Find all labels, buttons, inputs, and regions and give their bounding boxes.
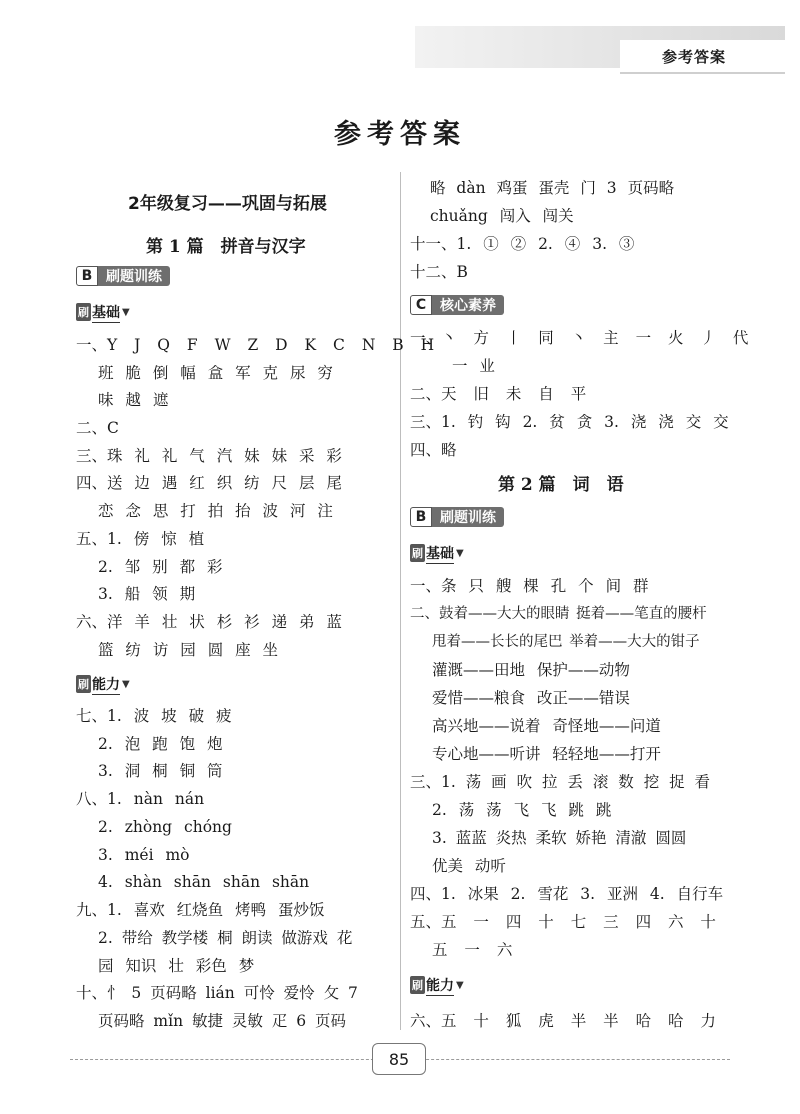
triangle-down-icon: ▼ [122, 306, 130, 318]
answer-line: 优美 动听 [432, 857, 506, 875]
banner-label: 刷题训练 [98, 266, 170, 286]
answer-line: 一 业 [452, 357, 495, 375]
answer-line: 2. 荡 荡 飞 飞 跳 跳 [432, 801, 612, 819]
answer-line: 一、丶 方 丨 同 丶 主 一 火 丿 代 [410, 329, 749, 347]
answer-line: 3. méi mò [98, 846, 190, 864]
answer-line: 4. shàn shān shān shān [98, 873, 310, 891]
answer-line: 3. 船 领 期 [98, 585, 196, 603]
answer-line: 班 脆 倒 幅 盒 军 克 尿 穷 [98, 364, 333, 382]
triangle-down-icon: ▼ [456, 979, 464, 991]
answer-line: 略 dàn 鸡蛋 蛋壳 门 3 页码略 [430, 179, 675, 197]
answer-line: 恋 念 思 打 拍 抬 波 河 注 [98, 502, 333, 520]
subhead-name: 能力 [92, 674, 120, 695]
answer-line: 四、送 边 遇 红 织 纺 尺 层 尾 [76, 474, 342, 492]
banner-practice [410, 507, 504, 527]
banner-tag: C [410, 295, 432, 315]
answer-line: 三、珠 礼 礼 气 汽 妹 妹 采 彩 [76, 447, 342, 465]
banner-practice [76, 266, 170, 286]
answer-line: 五 一 六 [432, 941, 513, 959]
header-label: 参考答案 [662, 48, 727, 66]
answer-line: 七、1. 波 坡 破 疲 [76, 707, 232, 725]
answer-line: 三、1. 荡 画 吹 拉 丢 滚 数 挖 捉 看 [410, 773, 711, 791]
answer-line: chuǎng 闯入 闯关 [430, 207, 574, 225]
subhead-name: 基础 [426, 543, 454, 564]
answer-line: 五、五 一 四 十 七 三 四 六 十 [410, 913, 716, 931]
answer-line: 三、1. 钓 钩 2. 贫 贪 3. 浇 浇 交 交 [410, 413, 729, 431]
subhead-name: 能力 [426, 975, 454, 996]
answer-line: 五、1. 傍 惊 植 [76, 530, 205, 548]
answer-line: 专心地——听讲 轻轻地——打开 [432, 745, 661, 763]
chapter1-title: 第 1 篇 拼音与汉字 [146, 237, 306, 257]
subhead-basic [410, 543, 464, 563]
answer-line: 一、Y J Q F W Z D K C N B H [76, 336, 435, 354]
section-title: 2年级复习——巩固与拓展 [128, 194, 327, 214]
banner-label: 核心素养 [432, 295, 504, 315]
answer-line: 2. zhòng chóng [98, 818, 232, 836]
page-number: 85 [372, 1043, 426, 1075]
banner-core [410, 295, 504, 315]
answer-line: 二、C [76, 419, 119, 437]
answer-line: 灌溉——田地 保护——动物 [432, 661, 630, 679]
chapter2-title: 第 2 篇 词 语 [498, 475, 624, 495]
answer-line: 十二、B [410, 263, 468, 281]
answer-line: 九、1. 喜欢 红烧鱼 烤鸭 蛋炒饭 [76, 901, 325, 919]
answer-line: 六、洋 羊 壮 状 杉 衫 递 弟 蓝 [76, 613, 342, 631]
page-title: 参考答案 [334, 119, 466, 150]
subhead-basic [76, 302, 130, 322]
answer-line: 3. 蓝蓝 炎热 柔软 娇艳 清澈 圆圆 [432, 829, 687, 847]
answer-line: 甩着——长长的尾巴 举着——大大的钳子 [432, 634, 700, 650]
subhead-ability [76, 674, 130, 694]
answer-line: 十、忄 5 页码略 lián 可怜 爱怜 攵 7 [76, 984, 358, 1002]
shua-mark: 刷 [76, 303, 91, 321]
answer-line: 一、条 只 艘 棵 孔 个 间 群 [410, 577, 649, 595]
answer-line: 高兴地——说着 奇怪地——问道 [432, 717, 661, 735]
banner-tag: B [410, 507, 432, 527]
answer-line: 八、1. nàn nán [76, 790, 205, 808]
answer-line: 二、鼓着——大大的眼睛 挺着——笔直的腰杆 [410, 606, 707, 622]
shua-mark: 刷 [76, 675, 91, 693]
answer-line: 四、略 [410, 441, 457, 459]
triangle-down-icon: ▼ [122, 678, 130, 690]
answer-line: 二、天 旧 未 自 平 [410, 385, 587, 403]
answer-line: 十一、1. ① ② 2. ④ 3. ③ [410, 235, 635, 253]
column-divider [400, 172, 401, 1030]
triangle-down-icon: ▼ [456, 547, 464, 559]
banner-label: 刷题训练 [432, 507, 504, 527]
answer-line: 2. 带给 教学楼 桐 朗读 做游戏 花 [98, 929, 353, 947]
answer-line: 篮 纺 访 园 圆 座 坐 [98, 641, 279, 659]
banner-tag: B [76, 266, 98, 286]
answer-line: 六、五 十 狐 虎 半 半 哈 哈 力 [410, 1012, 716, 1030]
shua-mark: 刷 [410, 544, 425, 562]
shua-mark: 刷 [410, 976, 425, 994]
answer-line: 2. 邹 别 都 彩 [98, 558, 223, 576]
answer-line: 3. 洞 桐 铜 筒 [98, 762, 223, 780]
answer-line: 四、1. 冰果 2. 雪花 3. 亚洲 4. 自行车 [410, 885, 724, 903]
subhead-name: 基础 [92, 302, 120, 323]
answer-line: 爱惜——粮食 改正——错误 [432, 689, 630, 707]
answer-line: 页码略 mǐn 敏捷 灵敏 疋 6 页码 [98, 1012, 347, 1030]
answer-line: 2. 泡 跑 饱 炮 [98, 735, 223, 753]
answer-line: 园 知识 壮 彩色 梦 [98, 957, 255, 975]
answer-line: 味 越 遮 [98, 391, 169, 409]
subhead-ability [410, 975, 464, 995]
